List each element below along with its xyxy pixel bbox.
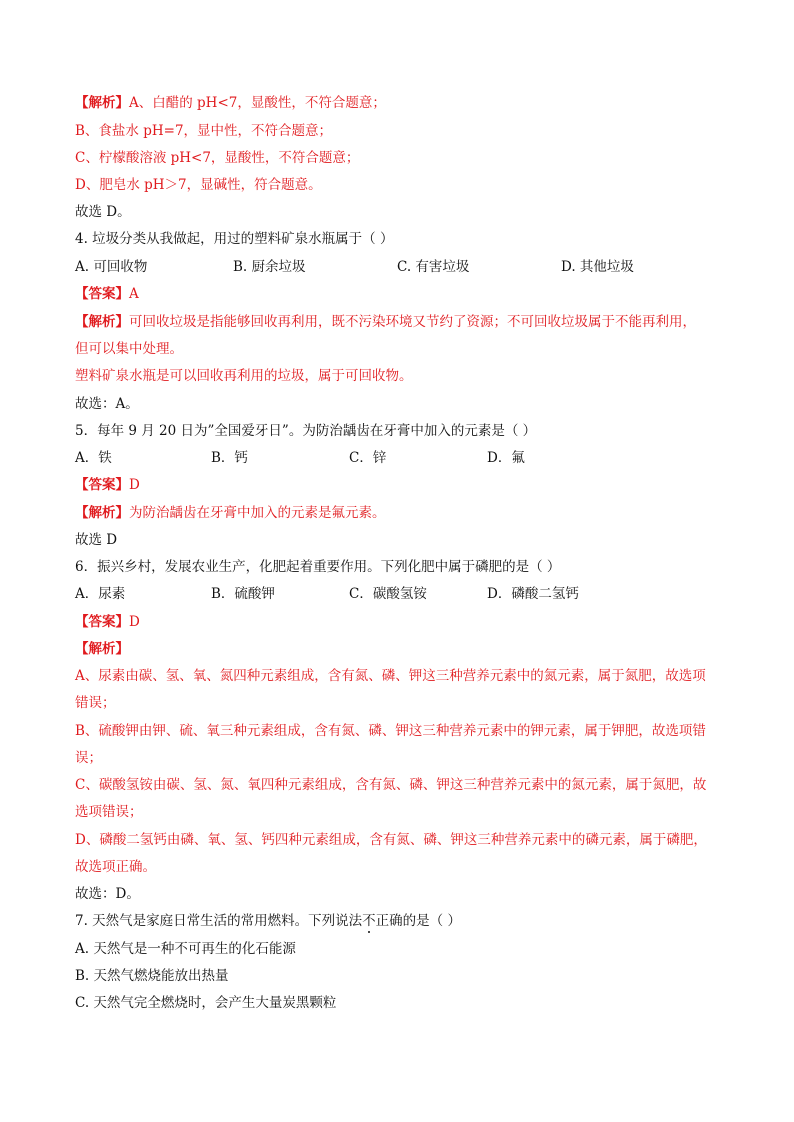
analysis-tag: 【解析】 [75, 95, 129, 111]
q7-stem-before: 7. 天然气是家庭日常生活的常用燃料。下列说法 [75, 913, 363, 929]
q6-analysis-line-2: 错误； [75, 695, 116, 711]
q6-analysis-line-6: 选项错误； [75, 804, 143, 820]
q5-stem: 5．每年 9 月 20 日为”全国爱牙日”。为防治龋齿在牙膏中加入的元素是（ ） [75, 423, 537, 439]
q7-option-a: A. 天然气是一种不可再生的化石能源 [75, 941, 296, 957]
q6-analysis-tag: 【解析】 [75, 641, 129, 657]
prev-analysis-line-4: D、肥皂水 pH＞7，显碱性，符合题意。 [75, 177, 322, 193]
q5-option-c: C．锌 [349, 450, 387, 466]
q6-option-a: A．尿素 [75, 586, 126, 602]
q5-option-a: A．铁 [75, 450, 112, 466]
q7-option-c: C. 天然气完全燃烧时，会产生大量炭黑颗粒 [75, 995, 337, 1011]
answer-value: D [129, 477, 140, 493]
q4-answer [75, 285, 139, 303]
analysis-tag: 【解析】 [75, 314, 129, 330]
analysis-text: 为防治龋齿在牙膏中加入的元素是氟元素。 [129, 505, 386, 521]
q7-stem-emphasis: 不 [362, 913, 376, 929]
q7-option-b: B. 天然气燃烧能放出热量 [75, 968, 229, 984]
q6-answer [75, 613, 140, 631]
q6-analysis-line-5: C、碳酸氢铵由碳、氢、氮、氧四种元素组成，含有氮、磷、钾这三种营养元素中的氮元素，属于氮肥，故 [75, 777, 707, 793]
q5-conclusion: 故选 D [75, 532, 118, 548]
q6-analysis-line-8: 故选项正确。 [75, 859, 156, 875]
q5-answer [75, 476, 140, 494]
q6-analysis-line-1: A、尿素由碳、氢、氧、氮四种元素组成，含有氮、磷、钾这三种营养元素中的氮元素，属于氮肥，故选项 [75, 668, 706, 684]
answer-tag: 【答案】 [75, 286, 129, 302]
q7-stem-after: 正确的是（ ） [375, 913, 461, 929]
q7-stem [75, 912, 461, 930]
q4-analysis-line-1 [75, 313, 696, 331]
analysis-tag: 【解析】 [75, 505, 129, 521]
q6-option-b: B．硫酸钾 [211, 586, 275, 602]
analysis-text: 可回收垃圾是指能够回收再利用，既不污染环境又节约了资源；不可回收垃圾属于不能再利用， [129, 314, 696, 330]
q6-stem: 6．振兴乡村，发展农业生产，化肥起着重要作用。下列化肥中属于磷肥的是（ ） [75, 559, 561, 575]
q4-option-d: D. 其他垃圾 [561, 259, 634, 275]
q5-analysis [75, 504, 386, 522]
answer-tag: 【答案】 [75, 614, 129, 630]
answer-tag: 【答案】 [75, 477, 129, 493]
prev-conclusion: 故选 D。 [75, 204, 131, 220]
q5-option-b: B．钙 [211, 450, 248, 466]
q6-conclusion: 故选：D。 [75, 886, 140, 902]
analysis-text: A、白醋的 pH<7，显酸性，不符合题意； [129, 95, 386, 111]
q4-option-c: C. 有害垃圾 [397, 259, 470, 275]
q5-option-d: D．氟 [487, 450, 525, 466]
q4-conclusion: 故选：A。 [75, 396, 139, 412]
q6-analysis-line-3: B、硫酸钾由钾、硫、氧三种元素组成，含有氮、磷、钾这三种营养元素中的钾元素，属于钾肥，故选项错 [75, 723, 706, 739]
prev-analysis-line-3: C、柠檬酸溶液 pH<7，显酸性，不符合题意； [75, 150, 360, 166]
q4-analysis-line-2: 但可以集中处理。 [75, 341, 183, 357]
q4-option-a: A. 可回收物 [75, 259, 148, 275]
prev-analysis-line-2: B、食盐水 pH=7，显中性，不符合题意； [75, 123, 333, 139]
q6-option-c: C．碳酸氢铵 [349, 586, 427, 602]
q6-analysis-line-4: 误； [75, 750, 102, 766]
q4-stem: 4. 垃圾分类从我做起，用过的塑料矿泉水瓶属于（ ） [75, 231, 394, 247]
q6-option-d: D．磷酸二氢钙 [487, 586, 579, 602]
q4-option-b: B. 厨余垃圾 [233, 259, 306, 275]
q6-analysis-line-7: D、磷酸二氢钙由磷、氧、氢、钙四种元素组成，含有氮、磷、钾这三种营养元素中的磷元素，属于磷肥， [75, 832, 707, 848]
prev-analysis-line-1 [75, 94, 386, 112]
q4-analysis-line-3: 塑料矿泉水瓶是可以回收再利用的垃圾，属于可回收物。 [75, 368, 413, 384]
answer-value: A [129, 286, 139, 302]
answer-value: D [129, 614, 140, 630]
